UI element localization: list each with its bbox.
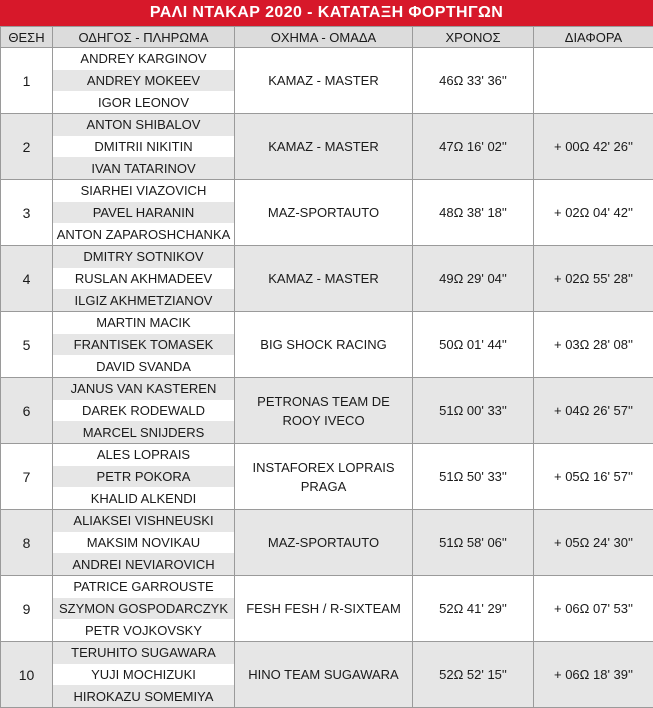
time-cell: 51Ω 50' 33''	[413, 444, 534, 510]
position-cell: 9	[1, 576, 53, 642]
crew-cell	[53, 48, 235, 114]
crew-member: MAKSIM NOVIKAU	[53, 532, 234, 554]
header-crew: ΟΔΗΓΟΣ - ΠΛΗΡΩΜΑ	[53, 27, 235, 48]
vehicle-team-cell: PETRONAS TEAM DE ROOY IVECO	[235, 378, 413, 444]
position-cell: 3	[1, 180, 53, 246]
crew-list	[53, 576, 234, 641]
standings-table	[0, 26, 653, 708]
crew-cell	[53, 312, 235, 378]
crew-cell	[53, 576, 235, 642]
vehicle-team-cell: KAMAZ - MASTER	[235, 246, 413, 312]
crew-list	[53, 642, 234, 707]
table-row	[1, 378, 653, 444]
crew-member: ALIAKSEI VISHNEUSKI	[53, 510, 234, 532]
header-difference: ΔΙΑΦΟΡΑ	[534, 27, 653, 48]
crew-list	[53, 246, 234, 311]
crew-member: TERUHITO SUGAWARA	[53, 642, 234, 664]
table-row	[1, 246, 653, 312]
position-cell: 2	[1, 114, 53, 180]
crew-member: PETR VOJKOVSKY	[53, 619, 234, 641]
crew-cell	[53, 180, 235, 246]
time-cell: 51Ω 00' 33''	[413, 378, 534, 444]
table-title: ΡΑΛΙ ΝΤΑΚΑΡ 2020 - ΚΑΤΑΤΑΞΗ ΦΟΡΤΗΓΩΝ	[0, 0, 653, 26]
crew-member: PATRICE GARROUSTE	[53, 576, 234, 598]
crew-list	[53, 510, 234, 575]
table-row	[1, 180, 653, 246]
crew-member: ILGIZ AKHMETZIANOV	[53, 289, 234, 311]
position-cell: 8	[1, 510, 53, 576]
vehicle-team-cell: KAMAZ - MASTER	[235, 48, 413, 114]
time-cell: 46Ω 33' 36''	[413, 48, 534, 114]
vehicle-team-cell: BIG SHOCK RACING	[235, 312, 413, 378]
crew-list	[53, 312, 234, 377]
crew-member: ANTON SHIBALOV	[53, 114, 234, 136]
crew-list	[53, 180, 234, 245]
crew-member: ANDREY KARGINOV	[53, 48, 234, 70]
crew-list	[53, 48, 234, 113]
vehicle-team-cell: MAZ-SPORTAUTO	[235, 180, 413, 246]
time-cell: 52Ω 52' 15''	[413, 642, 534, 708]
crew-member: DMITRY SOTNIKOV	[53, 246, 234, 268]
difference-cell: + 02Ω 04' 42''	[534, 180, 653, 246]
position-cell: 4	[1, 246, 53, 312]
crew-cell	[53, 378, 235, 444]
crew-member: ALES LOPRAIS	[53, 444, 234, 466]
header-position: ΘΕΣΗ	[1, 27, 53, 48]
difference-cell	[534, 48, 653, 114]
crew-member: PETR POKORA	[53, 466, 234, 488]
position-cell: 6	[1, 378, 53, 444]
crew-member: MARTIN MACIK	[53, 312, 234, 334]
crew-member: YUJI MOCHIZUKI	[53, 664, 234, 686]
table-row	[1, 444, 653, 510]
difference-cell: + 03Ω 28' 08''	[534, 312, 653, 378]
crew-cell	[53, 510, 235, 576]
crew-member: KHALID ALKENDI	[53, 487, 234, 509]
crew-cell	[53, 642, 235, 708]
table-row	[1, 576, 653, 642]
header-vehicle-team: ΟΧΗΜΑ - ΟΜΑΔΑ	[235, 27, 413, 48]
difference-cell: + 02Ω 55' 28''	[534, 246, 653, 312]
table-row	[1, 642, 653, 708]
crew-list	[53, 114, 234, 179]
table-row	[1, 114, 653, 180]
vehicle-team-cell: MAZ-SPORTAUTO	[235, 510, 413, 576]
crew-cell	[53, 114, 235, 180]
crew-member: HIROKAZU SOMEMIYA	[53, 685, 234, 707]
position-cell: 10	[1, 642, 53, 708]
crew-member: ANDREY MOKEEV	[53, 70, 234, 92]
difference-cell: + 06Ω 18' 39''	[534, 642, 653, 708]
header-time: ΧΡΟΝΟΣ	[413, 27, 534, 48]
position-cell: 7	[1, 444, 53, 510]
crew-list	[53, 378, 234, 443]
crew-member: IGOR LEONOV	[53, 91, 234, 113]
crew-member: ANTON ZAPAROSHCHANKA	[53, 223, 234, 245]
difference-cell: + 04Ω 26' 57''	[534, 378, 653, 444]
crew-cell	[53, 246, 235, 312]
difference-cell: + 05Ω 24' 30''	[534, 510, 653, 576]
time-cell: 47Ω 16' 02''	[413, 114, 534, 180]
crew-member: SZYMON GOSPODARCZYK	[53, 598, 234, 620]
vehicle-team-cell: HINO TEAM SUGAWARA	[235, 642, 413, 708]
position-cell: 1	[1, 48, 53, 114]
time-cell: 50Ω 01' 44''	[413, 312, 534, 378]
header-row	[1, 27, 653, 48]
crew-member: MARCEL SNIJDERS	[53, 421, 234, 443]
time-cell: 51Ω 58' 06''	[413, 510, 534, 576]
vehicle-team-cell: INSTAFOREX LOPRAIS PRAGA	[235, 444, 413, 510]
vehicle-team-cell: KAMAZ - MASTER	[235, 114, 413, 180]
crew-member: FRANTISEK TOMASEK	[53, 334, 234, 356]
crew-cell	[53, 444, 235, 510]
difference-cell: + 06Ω 07' 53''	[534, 576, 653, 642]
table-row	[1, 48, 653, 114]
crew-member: DAREK RODEWALD	[53, 400, 234, 422]
time-cell: 48Ω 38' 18''	[413, 180, 534, 246]
time-cell: 49Ω 29' 04''	[413, 246, 534, 312]
crew-member: DMITRII NIKITIN	[53, 136, 234, 158]
table-row	[1, 510, 653, 576]
crew-member: SIARHEI VIAZOVICH	[53, 180, 234, 202]
time-cell: 52Ω 41' 29''	[413, 576, 534, 642]
crew-list	[53, 444, 234, 509]
crew-member: ANDREI NEVIAROVICH	[53, 553, 234, 575]
crew-member: DAVID SVANDA	[53, 355, 234, 377]
position-cell: 5	[1, 312, 53, 378]
difference-cell: + 05Ω 16' 57''	[534, 444, 653, 510]
table-row	[1, 312, 653, 378]
difference-cell: + 00Ω 42' 26''	[534, 114, 653, 180]
crew-member: RUSLAN AKHMADEEV	[53, 268, 234, 290]
vehicle-team-cell: FESH FESH / R-SIXTEAM	[235, 576, 413, 642]
crew-member: PAVEL HARANIN	[53, 202, 234, 224]
crew-member: JANUS VAN KASTEREN	[53, 378, 234, 400]
crew-member: IVAN TATARINOV	[53, 157, 234, 179]
